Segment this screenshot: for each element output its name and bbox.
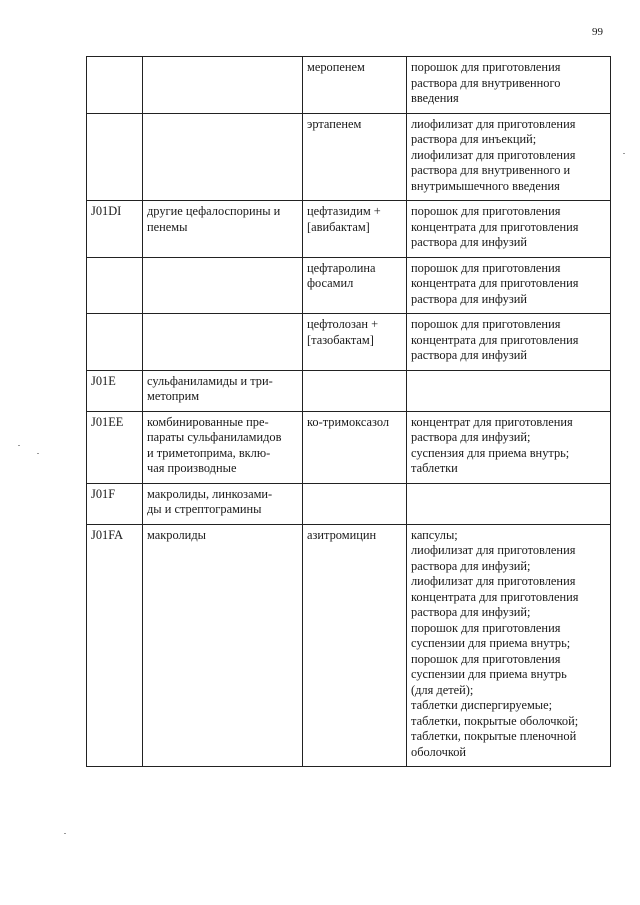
dosage-form-line: (для детей); [411, 682, 474, 697]
atc-code-cell [87, 370, 143, 411]
atc-code: J01EE [91, 414, 124, 429]
dosage-form-line: порошок для приготовления [411, 620, 561, 635]
group-description-cell [143, 524, 303, 767]
group-description-cell [143, 483, 303, 524]
dosage-form-line: раствора для инфузий; [411, 605, 531, 619]
atc-code: J01FA [91, 527, 124, 542]
dosage-form-line: суспензии для приема внутрь [411, 667, 567, 681]
group-description-cell [143, 201, 303, 258]
atc-code-cell [87, 201, 143, 258]
drug-name-line: ко-тримоксазол [307, 414, 390, 429]
dosage-form-line: таблетки [411, 461, 458, 475]
dosage-form-line: концентрата для приготовления [411, 219, 579, 234]
atc-code-cell [87, 483, 143, 524]
drug-table [86, 56, 611, 767]
dosage-form-line: раствора для внутривенного и [411, 163, 571, 177]
group-description-line: пенемы [147, 219, 188, 234]
drug-name-line: меропенем [307, 60, 365, 74]
group-description-line: макролиды [147, 527, 206, 542]
dosage-form-line: порошок для приготовления [411, 260, 561, 275]
group-description-cell [143, 370, 303, 411]
dosage-form-line: порошок для приготовления [411, 317, 561, 331]
dosage-form-cell [407, 57, 611, 114]
dosage-form-cell [407, 201, 611, 258]
group-description-cell [143, 57, 303, 114]
atc-code-cell [87, 257, 143, 314]
dosage-form-cell [407, 314, 611, 371]
drug-name-cell [303, 57, 407, 114]
drug-name-cell [303, 524, 407, 767]
dosage-form-line: раствора для инфузий; [411, 558, 531, 573]
table-row [87, 57, 611, 114]
dosage-form-cell [407, 370, 611, 411]
dosage-form-line: лиофилизат для приготовления [411, 147, 576, 162]
group-description-line: чая производные [147, 461, 237, 475]
group-description-line: другие цефалоспорины и [147, 204, 281, 218]
dosage-form-line: концентрата для приготовления [411, 332, 579, 347]
group-description-cell [143, 314, 303, 371]
dosage-form-line: таблетки, покрытые оболочкой; [411, 713, 579, 728]
drug-name-line: цефтазидим + [307, 204, 381, 218]
drug-name-line: цефтолозан + [307, 317, 379, 331]
dosage-form-line: порошок для приготовления [411, 60, 561, 74]
drug-name-line: азитромицин [307, 527, 377, 542]
group-description-line: и триметоприма, вклю- [147, 445, 271, 460]
scan-speck [37, 453, 39, 454]
drug-name-line: [авибактам] [307, 219, 370, 234]
group-description-line: параты сульфаниламидов [147, 430, 282, 444]
table-row [87, 411, 611, 483]
dosage-form-line: раствора для инфузий; [411, 430, 531, 444]
table-row [87, 314, 611, 371]
dosage-form-line: введения [411, 91, 459, 105]
drug-name-cell [303, 483, 407, 524]
dosage-form-line: внутримышечного введения [411, 178, 560, 193]
atc-code-cell [87, 113, 143, 201]
dosage-form-line: таблетки диспергируемые; [411, 698, 553, 712]
atc-code-cell [87, 57, 143, 114]
dosage-form-line: лиофилизат для приготовления [411, 574, 576, 588]
table-row [87, 201, 611, 258]
table-body [87, 57, 611, 767]
dosage-form-line: концентрата для приготовления [411, 276, 579, 290]
dosage-form-cell [407, 411, 611, 483]
dosage-form-line: лиофилизат для приготовления [411, 116, 576, 131]
drug-name-cell [303, 370, 407, 411]
dosage-form-cell [407, 524, 611, 767]
atc-code-cell [87, 524, 143, 767]
group-description-cell [143, 257, 303, 314]
dosage-form-line: раствора для инфузий [411, 235, 527, 249]
dosage-form-line: капсулы; [411, 527, 458, 542]
dosage-form-cell [407, 257, 611, 314]
dosage-form-line: раствора для инфузий [411, 291, 527, 306]
atc-code-cell [87, 314, 143, 371]
drug-name-line: [тазобактам] [307, 332, 374, 347]
table-row [87, 483, 611, 524]
dosage-form-line: таблетки, покрытые пленочной [411, 729, 577, 743]
dosage-form-line: порошок для приготовления [411, 204, 561, 218]
dosage-form-line: суспензии для приема внутрь; [411, 636, 571, 650]
table-row [87, 370, 611, 411]
dosage-form-line: порошок для приготовления [411, 651, 561, 666]
atc-code: J01E [91, 373, 116, 388]
drug-name-cell [303, 201, 407, 258]
drug-name-cell [303, 113, 407, 201]
group-description-cell [143, 411, 303, 483]
table-row [87, 113, 611, 201]
drug-name-cell [303, 257, 407, 314]
scan-speck [64, 833, 66, 834]
group-description-line: сульфаниламиды и три- [147, 373, 273, 388]
atc-code-cell [87, 411, 143, 483]
page-number: 99 [592, 26, 603, 38]
scan-speck [18, 445, 20, 446]
group-description-line: макролиды, линкозами- [147, 486, 273, 501]
dosage-form-line: раствора для инъекций; [411, 132, 537, 146]
table-row [87, 257, 611, 314]
dosage-form-line: концентрат для приготовления [411, 414, 573, 429]
group-description-line: метоприм [147, 389, 200, 403]
dosage-form-line: лиофилизат для приготовления [411, 543, 576, 557]
table-row [87, 524, 611, 767]
dosage-form-cell [407, 113, 611, 201]
atc-code: J01F [91, 486, 116, 501]
atc-code: J01DI [91, 204, 122, 218]
group-description-line: комбинированные пре- [147, 414, 269, 429]
group-description-line: ды и стрептограмины [147, 502, 262, 516]
dosage-form-line: раствора для внутривенного [411, 75, 561, 90]
drug-name-line: цефтаролина [307, 260, 376, 275]
dosage-form-line: концентрата для приготовления [411, 589, 579, 604]
drug-name-cell [303, 314, 407, 371]
drug-name-line: фосамил [307, 276, 354, 290]
dosage-form-line: раствора для инфузий [411, 348, 527, 362]
dosage-form-line: суспензия для приема внутрь; [411, 445, 570, 460]
group-description-cell [143, 113, 303, 201]
dosage-form-line: оболочкой [411, 744, 467, 759]
drug-name-cell [303, 411, 407, 483]
dosage-form-cell [407, 483, 611, 524]
drug-name-line: эртапенем [307, 116, 362, 131]
scan-speck [623, 153, 625, 154]
